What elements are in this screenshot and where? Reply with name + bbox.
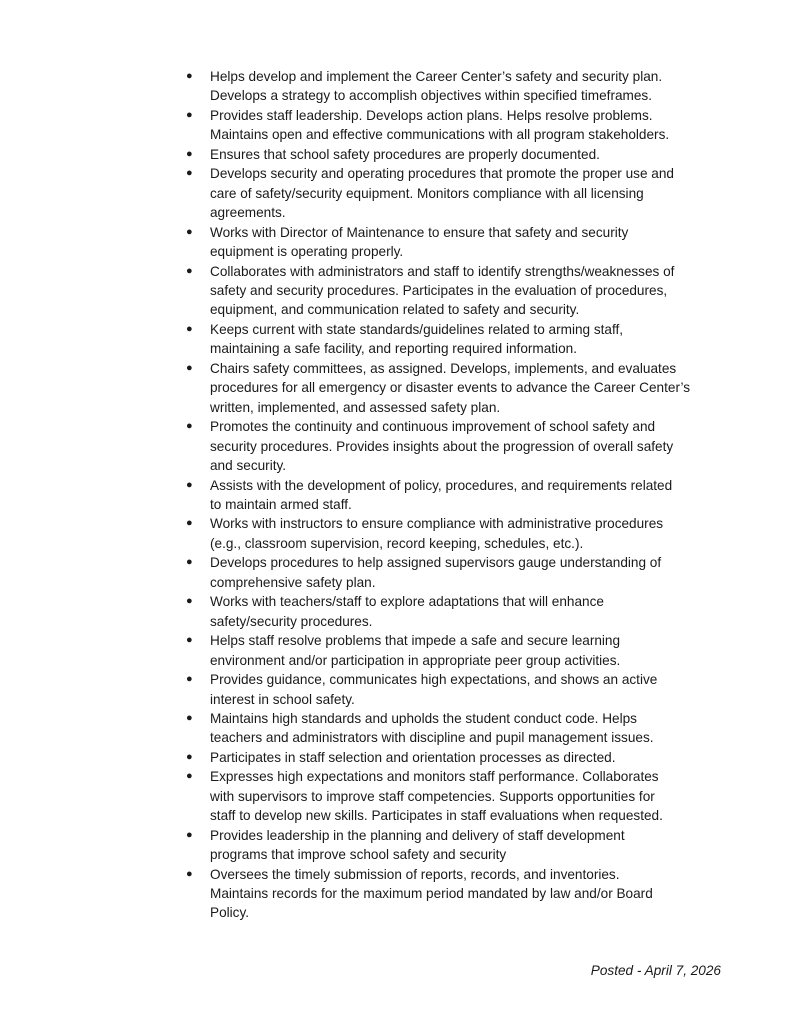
bullet-icon: ●: [186, 478, 193, 491]
bullet-icon: ●: [186, 828, 193, 841]
duty-list-item: [186, 553, 726, 592]
duty-text-line: Works with teachers/staff to explore adaptations that will enhance: [210, 594, 604, 610]
duty-text-line: agreements.: [210, 205, 286, 221]
bullet-icon: ●: [186, 634, 193, 647]
bullet-icon: ●: [186, 225, 193, 238]
duty-text-line: Develops security and operating procedures that promote the proper use and: [210, 166, 674, 182]
duty-text-line: equipment is operating properly.: [210, 244, 404, 260]
duty-text-line: programs that improve school safety and security: [210, 847, 507, 863]
duty-text-line: Works with Director of Maintenance to ensure that safety and security: [210, 224, 629, 240]
duty-text-line: Develops procedures to help assigned supervisors gauge understanding of: [210, 555, 662, 571]
duty-text-line: Provides staff leadership. Develops action plans. Helps resolve problems.: [210, 107, 653, 123]
duty-text-line: Provides guidance, communicates high expectations, and shows an active: [210, 672, 658, 688]
duty-list-item: [186, 670, 726, 709]
duty-list-item: [186, 748, 726, 767]
duty-text-line: written, implemented, and assessed safety plan.: [210, 399, 501, 415]
duty-text-line: staff to develop new skills. Participates in staff evaluations when requested.: [210, 808, 663, 824]
bullet-icon: ●: [186, 361, 193, 374]
duty-text-line: Keeps current with state standards/guidelines related to arming staff,: [210, 321, 624, 337]
duty-text-line: with supervisors to improve staff competencies. Supports opportunities for: [210, 788, 655, 804]
duty-text-line: (e.g., classroom supervision, record keeping, schedules, etc.).: [210, 535, 584, 551]
duty-text-line: Maintains records for the maximum period mandated by law and/or Board: [210, 886, 653, 902]
duties-list: [186, 67, 726, 923]
duty-list-item: [186, 320, 726, 359]
duty-list-item: [186, 359, 726, 417]
duty-text-line: Maintains high standards and upholds the student conduct code. Helps: [210, 710, 637, 726]
duty-text-line: Helps develop and implement the Career Center’s safety and security plan.: [210, 69, 663, 84]
duty-list-item: [186, 262, 726, 320]
duty-text-line: interest in school safety.: [210, 691, 355, 707]
bullet-icon: ●: [186, 322, 193, 335]
posted-date: Posted - April 7, 2026: [590, 963, 721, 978]
duty-list-item: [186, 865, 726, 923]
bullet-icon: ●: [186, 167, 193, 180]
duty-text-line: safety and security procedures. Participates in the evaluation of procedures,: [210, 282, 668, 298]
bullet-icon: ●: [186, 711, 193, 724]
duty-list-item: [186, 164, 726, 222]
duty-text-line: Chairs safety committees, as assigned. Develops, implements, and evaluates: [210, 360, 677, 376]
duty-list-item: [186, 417, 726, 475]
duty-text-line: procedures for all emergency or disaster events to advance the Career Center’s: [210, 380, 691, 396]
duty-text-line: Policy.: [210, 905, 250, 921]
duty-text-line: environment and/or participation in appropriate peer group activities.: [210, 652, 621, 668]
duty-list-item: [186, 223, 726, 262]
duty-text-line: Assists with the development of policy, procedures, and requirements related: [210, 477, 673, 493]
duty-list-item: [186, 67, 726, 106]
duty-text-line: Oversees the timely submission of reports, records, and inventories.: [210, 866, 620, 882]
duty-list-item: [186, 476, 726, 515]
bullet-icon: ●: [186, 595, 193, 608]
duty-text-line: Works with instructors to ensure compliance with administrative procedures: [210, 516, 664, 532]
duty-text-line: teachers and administrators with discipline and pupil management issues.: [210, 730, 654, 746]
duty-list-item: [186, 709, 726, 748]
bullet-icon: ●: [186, 673, 193, 686]
duty-list-item: [186, 106, 726, 145]
duty-text-line: security procedures. Provides insights about the progression of overall safety: [210, 438, 674, 454]
bullet-icon: ●: [186, 770, 193, 783]
duty-text-line: Ensures that school safety procedures are properly documented.: [210, 146, 600, 162]
duty-list-item: [186, 767, 726, 825]
duty-list-item: [186, 826, 726, 865]
bullet-icon: ●: [186, 750, 193, 763]
duty-text-line: care of safety/security equipment. Monitors compliance with all licensing: [210, 185, 644, 201]
duty-text-line: Helps staff resolve problems that impede a safe and secure learning: [210, 633, 621, 649]
duty-text-line: Expresses high expectations and monitors staff performance. Collaborates: [210, 769, 659, 785]
bullet-icon: ●: [186, 556, 193, 569]
duty-list-item: [186, 145, 726, 164]
duty-text-line: comprehensive safety plan.: [210, 574, 376, 590]
bullet-icon: ●: [186, 867, 193, 880]
duty-text-line: Provides leadership in the planning and delivery of staff development: [210, 827, 625, 843]
duty-text-line: and security.: [210, 458, 287, 474]
duty-text-line: maintaining a safe facility, and reporting required information.: [210, 341, 577, 357]
duty-list-item: [186, 631, 726, 670]
duty-list-item: [186, 592, 726, 631]
duty-text-line: to maintain armed staff.: [210, 496, 352, 512]
bullet-icon: ●: [186, 420, 193, 433]
bullet-icon: ●: [186, 517, 193, 530]
bullet-icon: ●: [186, 70, 193, 82]
duty-text-line: safety/security procedures.: [210, 613, 373, 629]
duty-text-line: Participates in staff selection and orientation processes as directed.: [210, 749, 616, 765]
duty-text-line: Collaborates with administrators and staff to identify strengths/weaknesses of: [210, 263, 675, 279]
bullet-icon: ●: [186, 264, 193, 277]
duty-text-line: equipment, and communication related to safety and security.: [210, 302, 580, 318]
duty-list-item: [186, 514, 726, 553]
duty-text-line: Promotes the continuity and continuous improvement of school safety and: [210, 419, 656, 435]
bullet-icon: ●: [186, 147, 193, 160]
duty-text-line: Develops a strategy to accomplish objectives within specified timeframes.: [210, 88, 652, 104]
duty-text-line: Maintains open and effective communications with all program stakeholders.: [210, 127, 670, 143]
bullet-icon: ●: [186, 108, 193, 121]
